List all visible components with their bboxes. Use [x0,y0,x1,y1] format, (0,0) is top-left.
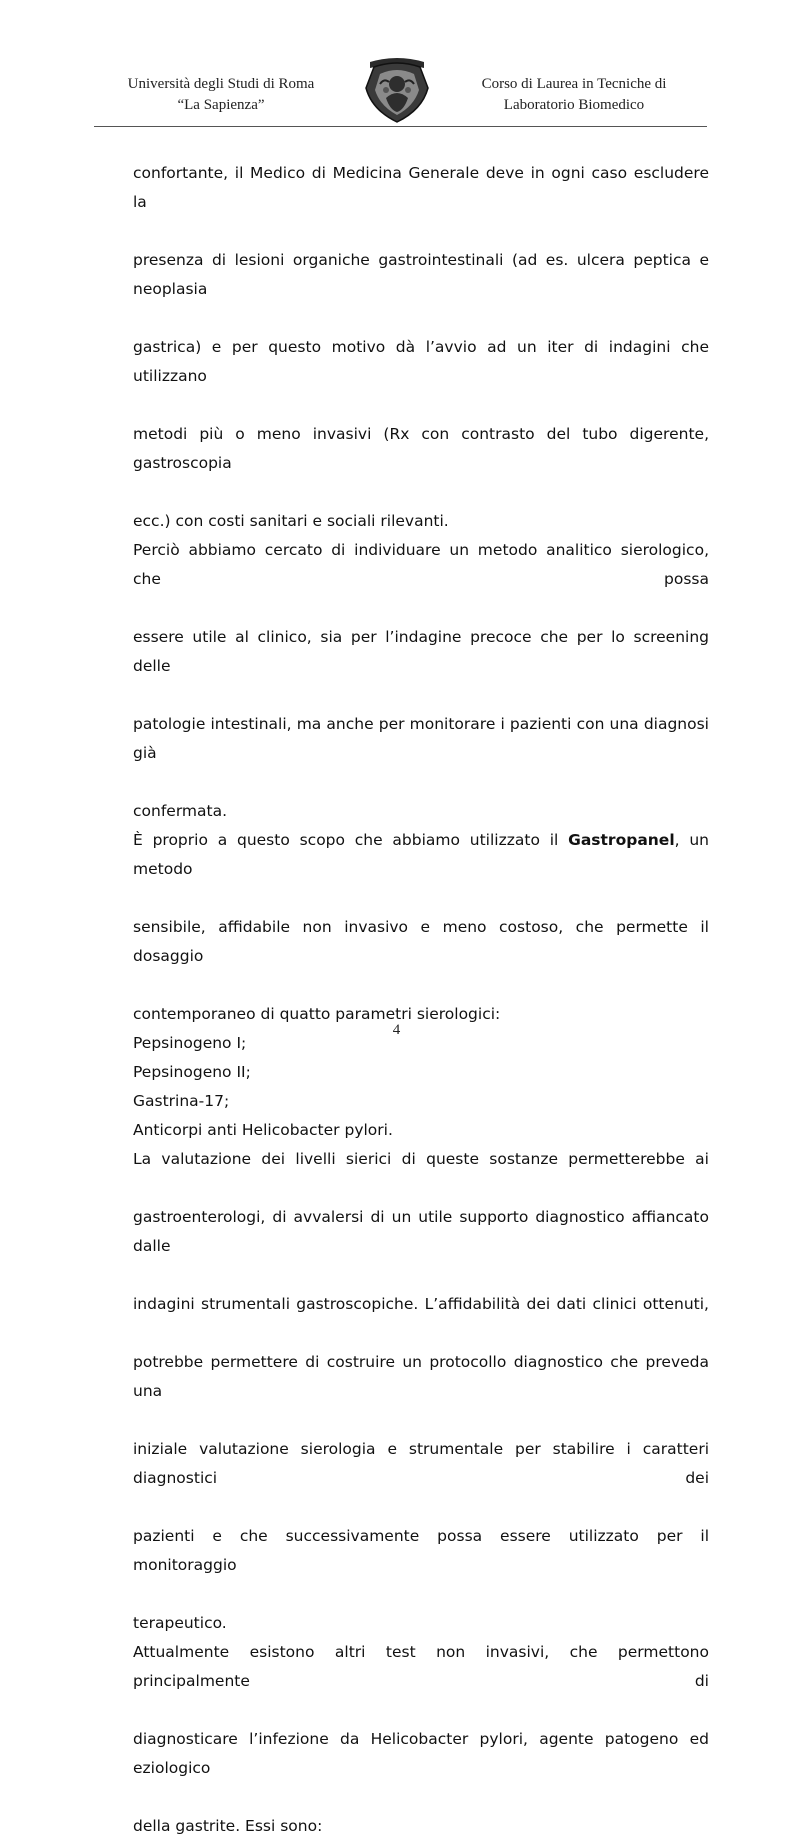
document-body [133,159,709,1841]
university-seal [356,54,438,124]
p3-line [133,826,709,913]
p4-line: gastroenterologi, di avvalersi di un utile supporto diagnostico affiancato dalle [133,1208,709,1255]
p2-line: confermata. [133,802,228,820]
p3-line: contemporaneo di quatto parametri sierologici: [133,1005,501,1023]
p2-line: essere utile al clinico, sia per l’indagine precoce che per lo screening delle [133,628,709,675]
header-course-line2: Laboratorio Biomedico [503,97,645,113]
p1-line: ecc.) con costi sanitari e sociali rilevanti. [133,512,449,530]
p5-line: della gastrite. Essi sono: [133,1817,323,1835]
p1-line: metodi più o meno invasivi (Rx con contrasto del tubo digerente, gastroscopia [133,425,709,472]
p3-text-before: È proprio a questo scopo che abbiamo utilizzato il [133,831,569,849]
p4-line: terapeutico. [133,1614,227,1632]
p1-line: presenza di lesioni organiche gastrointestinali (ad es. ulcera peptica e neoplasia [133,251,709,298]
p2-line: Perciò abbiamo cercato di individuare un metodo analitico sierologico, che possa [133,541,709,588]
gastropanel-term: Gastropanel [568,831,675,849]
p4-line: pazienti e che successivamente possa essere utilizzato per il monitoraggio [133,1527,709,1574]
header-university-line2: “La Sapienza” [177,97,265,113]
p4-line: potrebbe permettere di costruire un protocollo diagnostico che preveda una [133,1353,709,1400]
header-university [101,74,341,116]
p4-line: indagini strumentali gastroscopiche. L’affidabilità dei dati clinici ottenuti, [133,1295,709,1313]
list-item: Anticorpi anti Helicobacter pylori. [133,1121,393,1139]
list-item: Pepsinogeno II; [133,1063,251,1081]
p2-line: patologie intestinali, ma anche per monitorare i pazienti con una diagnosi già [133,715,709,762]
list-item: Gastrina-17; [133,1092,230,1110]
seal-emblem-icon [356,54,438,124]
p5-line: diagnosticare l’infezione da Helicobacter pylori, agente patogeno ed eziologico [133,1730,709,1777]
header-course-line1: Corso di Laurea in Tecniche di [481,76,667,92]
p1-line: confortante, il Medico di Medicina Generale deve in ogni caso escludere la [133,164,709,211]
header-course [454,74,694,116]
page-number: 4 [392,1022,401,1038]
header-university-line1: Università degli Studi di Roma [127,76,315,92]
p3-line: sensibile, affidabile non invasivo e meno costoso, che permette il dosaggio [133,918,709,965]
p4-line: La valutazione dei livelli sierici di queste sostanze permetterebbe ai [133,1150,709,1168]
p3-text-after: , un metodo [133,831,709,878]
header-divider [94,126,707,127]
p5-line: Attualmente esistono altri test non invasivi, che permettono principalmente di [133,1643,709,1690]
list-item: Pepsinogeno I; [133,1034,247,1052]
p4-line: iniziale valutazione sierologia e strumentale per stabilire i caratteri diagnostici dei [133,1440,709,1487]
p1-line: gastrica) e per questo motivo dà l’avvio ad un iter di indagini che utilizzano [133,338,709,385]
